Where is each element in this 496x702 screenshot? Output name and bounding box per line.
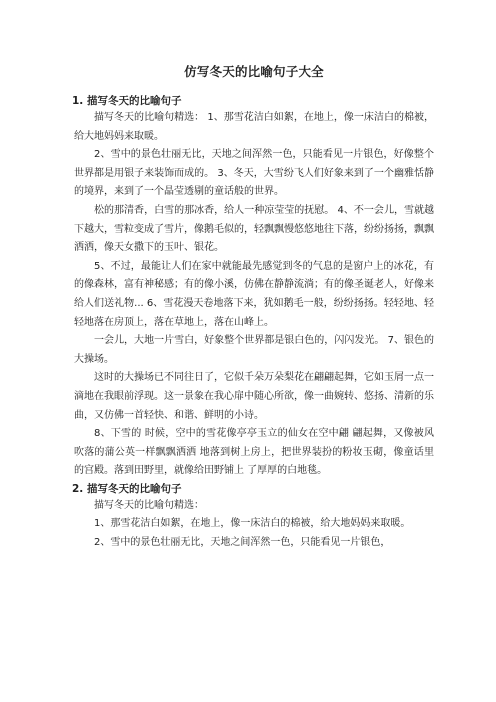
paragraph: 2、雪中的景色壮丽无比，天地之间浑然一色，只能看见一片银色，好像整个世界都是用银子来装饰而成的。 3、冬天，大雪纷飞人们好象来到了一个幽雅恬静的境界，来到了一个晶莹透剔的童话般的世界。 xyxy=(74,149,434,198)
paragraph: 2、雪中的景色壮丽无比，天地之间浑然一色，只能看见一片银色， xyxy=(94,537,391,549)
paragraph: 描写冬天的比喻句精选： 1、那雪花洁白如絮，在地上，像一床洁白的棉被，给大地妈妈来取暖。 xyxy=(74,112,434,142)
section-heading-2: 2. 描写冬天的比喻句子 xyxy=(72,482,182,495)
paragraph: 描写冬天的比喻句精选： xyxy=(94,499,204,511)
paragraph: 5、不过，最能让人们在家中就能最先感觉到冬的气息的是窗户上的冰花，有的像森林，富有神秘感；有的像小溪，仿佛在静静流淌；有的像圣诞老人，好像来给人们送礼物... 6、雪花漫天卷地落下来，犹如鹅毛一般，纷纷扬扬。轻轻地、轻轻地落在房顶上，落在草地上，落在山峰上。 xyxy=(74,260,434,328)
paragraph: 1、那雪花洁白如絮，在地上，像一床洁白的棉被，给大地妈妈来取暖。 xyxy=(94,518,411,530)
section-heading-1: 1. 描写冬天的比喻句子 xyxy=(72,95,182,107)
paragraph: 一会儿，大地一片雪白，好象整个世界都是银白色的，闪闪发光。 7、银色的大操场。 xyxy=(74,335,434,365)
paragraph: 松的那清香，白雪的那冰香，给人一种凉莹莹的抚慰。 4、不一会儿，雪就越下越大，雪粒变成了雪片，像鹅毛似的，轻飘飘慢悠悠地往下落，纷纷扬扬，飘飘洒洒，像天女撒下的玉叶、银花。 xyxy=(74,204,434,254)
document-title: 仿写冬天的比喻句子大全 xyxy=(184,64,324,79)
paragraph: 8、下雪的 时候，空中的雪花像亭亭玉立的仙女在空中翩 翩起舞，又像被风吹落的蒲公英一样飘飘洒洒 地落到树上房上，把世界装扮的粉妆玉砌，像童话里的宫殿。落到田野里，就像给田野铺上 了厚厚的白地毯。 xyxy=(74,428,434,477)
paragraph: 这时的大操场已不同往日了，它似千朵万朵梨花在翩翩起舞，它如玉屑一点一滴地在我眼前浮现。这一景象在我心扉中随心所欲，像一曲婉转、悠扬、清新的乐曲，又仿佛一首轻快、和谐、鲜明的小诗。 xyxy=(74,372,434,421)
